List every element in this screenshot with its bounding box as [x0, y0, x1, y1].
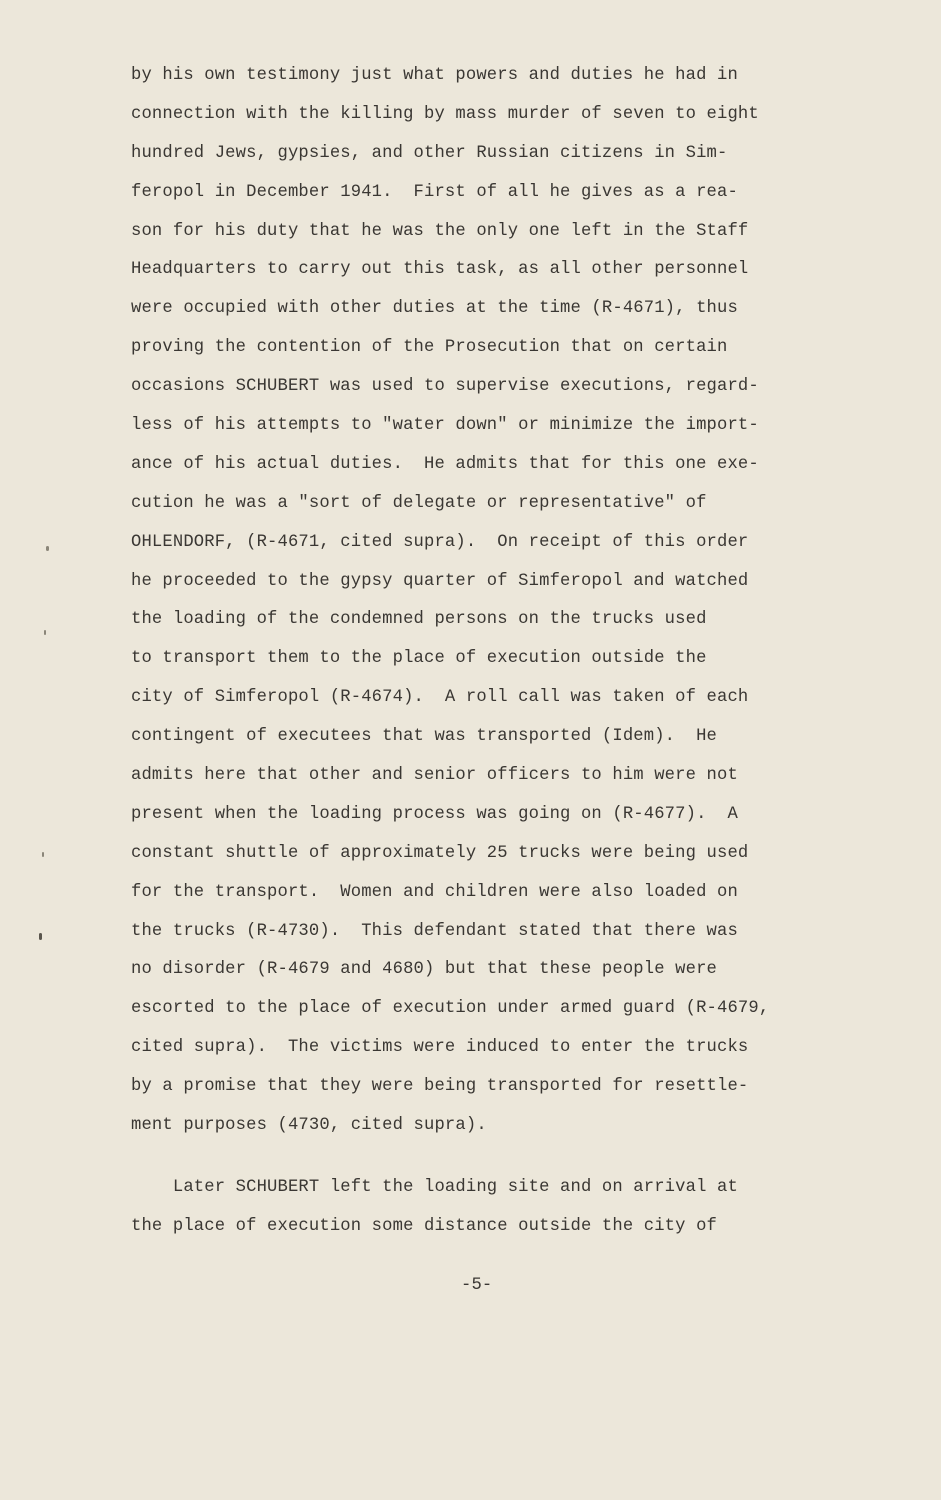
text-line: city of Simferopol (R-4674). A roll call was taken of each: [131, 688, 749, 708]
text-line: cution he was a "sort of delegate or representative" of: [131, 493, 707, 513]
text-line: the place of execution some distance outside the city of: [131, 1216, 717, 1236]
page-number: -5-: [461, 1276, 493, 1295]
text-line: the loading of the condemned persons on the trucks used: [131, 610, 707, 630]
text-line: occasions SCHUBERT was used to supervise executions, regard-: [131, 377, 759, 397]
margin-mark: [46, 546, 49, 551]
text-line: hundred Jews, gypsies, and other Russian citizens in Sim-: [131, 143, 728, 163]
paragraph-1: [131, 66, 769, 1155]
margin-mark: [42, 852, 44, 857]
text-line: by his own testimony just what powers and duties he had in: [131, 66, 738, 85]
margin-mark: [44, 630, 46, 635]
text-line: by a promise that they were being transported for resettle-: [131, 1077, 749, 1097]
text-line: Headquarters to carry out this task, as all other personnel: [131, 260, 749, 280]
text-line: no disorder (R-4679 and 4680) but that these people were: [131, 960, 717, 980]
text-line: ance of his actual duties. He admits that for this one exe-: [131, 454, 759, 474]
text-line: proving the contention of the Prosecution that on certain: [131, 338, 728, 358]
text-line: feropol in December 1941. First of all he gives as a rea-: [131, 182, 738, 202]
text-line: OHLENDORF, (R-4671, cited supra). On receipt of this order: [131, 532, 749, 552]
text-line: son for his duty that he was the only one left in the Staff: [131, 221, 749, 241]
text-line: were occupied with other duties at the time (R-4671), thus: [131, 299, 738, 319]
margin-mark: [39, 933, 42, 940]
text-line: escorted to the place of execution under armed guard (R-4679,: [131, 999, 770, 1019]
text-line: to transport them to the place of execution outside the: [131, 649, 707, 669]
text-line: contingent of executees that was transported (Idem). He: [131, 727, 717, 747]
text-line: cited supra). The victims were induced to enter the trucks: [131, 1038, 749, 1058]
text-line: ment purposes (4730, cited supra).: [131, 1116, 487, 1136]
text-line: present when the loading process was going on (R-4677). A: [131, 804, 738, 824]
text-line: less of his attempts to "water down" or minimize the import-: [131, 416, 759, 436]
text-line: Later SCHUBERT left the loading site and on arrival at: [131, 1178, 738, 1197]
text-line: constant shuttle of approximately 25 trucks were being used: [131, 843, 749, 863]
text-line: connection with the killing by mass murder of seven to eight: [131, 104, 759, 124]
paragraph-2: [131, 1178, 738, 1256]
text-line: admits here that other and senior officers to him were not: [131, 766, 738, 786]
text-line: for the transport. Women and children were also loaded on: [131, 882, 738, 902]
text-line: he proceeded to the gypsy quarter of Simferopol and watched: [131, 571, 749, 591]
text-line: the trucks (R-4730). This defendant stated that there was: [131, 921, 738, 941]
